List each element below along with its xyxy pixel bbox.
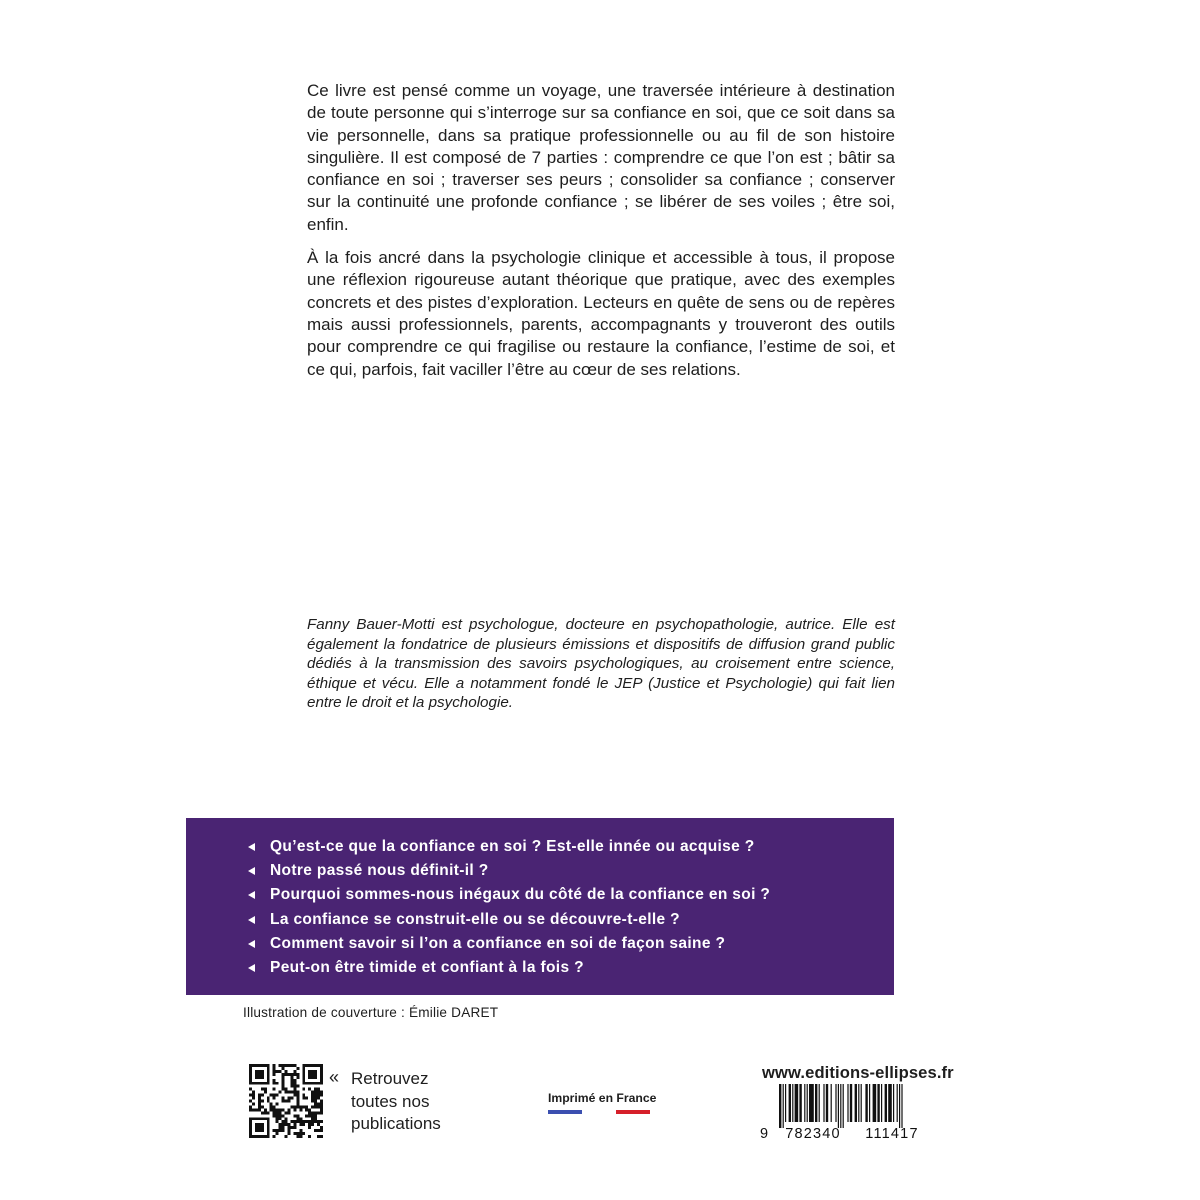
question-item	[186, 956, 894, 980]
flag-blue-bar	[548, 1110, 582, 1114]
blurb-paragraph-1: Ce livre est pensé comme un voyage, une traversée intérieure à destination de toute personne qui s’interroge sur sa confiance en soi, que ce soit dans sa vie personnelle, dans sa pratique professionnelle ou au fil de son histoire singulière. Il est composé de 7 parties : comprendre ce que l’on est ; bâtir sa confiance en soi ; traverser ses peurs ; consolider sa confiance ; conserver sur la continuité une profonde confiance ; se libérer de ses voiles ; être soi, enfin.	[307, 81, 895, 234]
question-item	[186, 908, 894, 932]
question-item	[186, 859, 894, 883]
qr-caption	[351, 1068, 441, 1136]
questions-list	[186, 818, 894, 980]
author-bio: Fanny Bauer-Motti est psychologue, docteure en psychopathologie, autrice. Elle est également la fondatrice de plusieurs émissions et dispositifs de diffusion grand public dédiés à la transmission des savoirs psychologiques, au croisement entre science, éthique et vécu. Elle a notamment fondé le JEP (Justice et Psychologie) qui fait lien entre le droit et la psychologie.	[307, 616, 895, 712]
triangle-bullet-icon	[248, 891, 255, 899]
question-item	[186, 835, 894, 859]
question-text: Notre passé nous définit-il ?	[270, 862, 489, 880]
question-text: Peut-on être timide et confiant à la fois ?	[270, 958, 584, 976]
qr-caption-line: publications	[351, 1114, 441, 1133]
triangle-bullet-icon	[248, 843, 255, 851]
triangle-bullet-icon	[248, 867, 255, 875]
blurb-paragraph-2: À la fois ancré dans la psychologie clinique et accessible à tous, il propose une réflexion rigoureuse autant théorique que pratique, avec des exemples concrets et des pistes d’exploration. Lecteurs en quête de sens ou de repères mais aussi professionnels, parents, accompagnants y trouveront des outils pour comprendre ce qui fragilise ou restaure la confiance, l’estime de soi, et ce qui, parfois, fait vaciller l’être au cœur de ses relations.	[307, 248, 895, 379]
triangle-bullet-icon	[248, 964, 255, 972]
qr-caption-line: toutes nos	[351, 1091, 430, 1111]
isbn-group-1: 782340	[785, 1126, 841, 1140]
chevron-left-icon: «	[329, 1067, 340, 1087]
question-text: Pourquoi sommes-nous inégaux du côté de la confiance en soi ?	[270, 886, 771, 904]
isbn-lead-digit: 9	[760, 1126, 769, 1140]
printed-in-france-label: Imprimé en France	[548, 1091, 657, 1105]
question-text: Qu’est-ce que la confiance en soi ? Est-elle innée ou acquise ?	[270, 838, 755, 855]
flag-red-bar	[616, 1110, 650, 1114]
questions-box	[186, 818, 894, 995]
question-text: Comment savoir si l’on a confiance en soi de façon saine ?	[270, 934, 726, 952]
question-item	[186, 932, 894, 956]
isbn-barcode-icon	[759, 1084, 943, 1140]
triangle-bullet-icon	[248, 916, 255, 924]
isbn-group-2: 111417	[865, 1126, 919, 1140]
qr-caption-line: Retrouvez	[351, 1069, 429, 1088]
question-text: La confiance se construit-elle ou se découvre-t-elle ?	[270, 910, 680, 928]
question-item	[186, 883, 894, 907]
qr-code-icon[interactable]	[249, 1064, 323, 1138]
triangle-bullet-icon	[248, 940, 255, 948]
publisher-website[interactable]: www.editions-ellipses.fr	[762, 1063, 954, 1082]
back-cover-blurb	[307, 80, 895, 392]
cover-illustration-credit: Illustration de couverture : Émilie DARET	[243, 1005, 499, 1020]
